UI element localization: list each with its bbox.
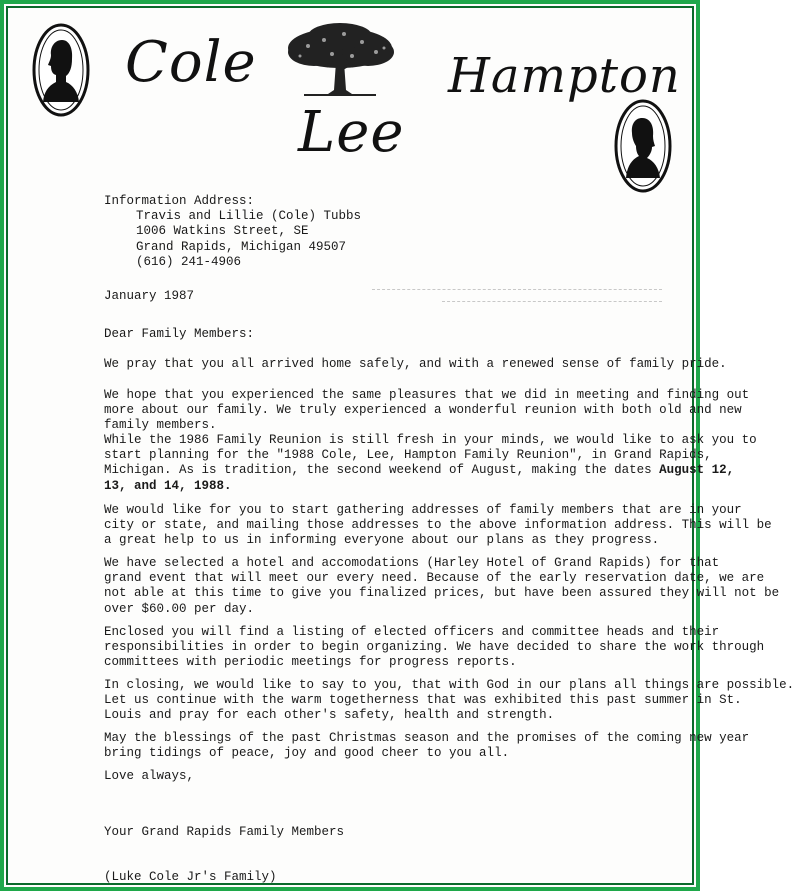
reunion-dates: 13, and 14, 1988. (104, 478, 232, 493)
paragraph-line: more about our family. We truly experienced a wonderful reunion with both old and new (104, 403, 742, 418)
paragraph-line: family members. (104, 418, 217, 433)
paragraph-line: We would like for you to start gathering addresses of family members that are in your (104, 503, 742, 517)
paragraph-line: Enclosed you will find a listing of elected officers and committee heads and their (104, 625, 720, 639)
paragraph-line: city or state, and mailing those addresses to the above information address. This will be (104, 518, 772, 533)
paragraph-1 (104, 357, 727, 372)
name-cole: Cole (125, 30, 257, 95)
closing: Love always, (104, 769, 195, 783)
paragraph-line: May the blessings of the past Christmas season and the promises of the coming new year (104, 731, 750, 745)
reunion-dates: August 12, (659, 463, 735, 478)
paragraph-line: not able at this time to give you finalized prices, but have been assured they will not be (104, 586, 780, 601)
footer-note: (Luke Cole Jr's Family) (104, 870, 277, 884)
paragraph-line: We hope that you experienced the same pleasures that we did in meeting and finding out (104, 388, 750, 402)
scan-artifact-line (442, 301, 662, 302)
paragraph-line: over $60.00 per day. (104, 601, 255, 616)
paragraph-line: We pray that you all arrived home safely, and with a renewed sense of family pride. (104, 357, 727, 371)
tree-icon (284, 18, 396, 98)
paragraph-2 (104, 388, 749, 434)
paragraph-line: Louis and pray for each other's safety, health and strength. (104, 708, 555, 723)
paragraph-line: responsibilities in order to begin organizing. We have decided to share the work through (104, 640, 765, 655)
letter-date: January 1987 (104, 289, 195, 303)
scan-artifact-line (372, 289, 662, 290)
paragraph-line: start planning for the "1988 Cole, Lee, Hampton Family Reunion", in Grand Rapids, (104, 448, 712, 463)
paragraph-text: Michigan. As is tradition, the second weekend of August, making the dates (104, 463, 660, 478)
address-line: (616) 241-4906 (136, 254, 242, 269)
paragraph-line: Let us continue with the warm togetherness that was exhibited this past summer in St. (104, 693, 742, 708)
address-label: Information Address: (104, 194, 255, 208)
paragraph-line: We have selected a hotel and accomodations (Harley Hotel of Grand Rapids) for that (104, 556, 720, 570)
paragraph-3 (104, 433, 757, 494)
address-line: 1006 Watkins Street, SE (136, 224, 309, 239)
silhouette-portrait-icon (614, 98, 672, 194)
paragraph-line: committees with periodic meetings for progress reports. (104, 655, 517, 670)
paragraph-line: In closing, we would like to say to you, that with God in our plans all things are possible. (104, 678, 794, 692)
paragraph-line: bring tidings of peace, joy and good cheer to you all. (104, 746, 510, 761)
name-lee: Lee (298, 100, 405, 165)
salutation: Dear Family Members: (104, 327, 255, 341)
information-address (104, 194, 361, 270)
paragraph-line: While the 1986 Family Reunion is still fresh in your minds, we would like to ask you to (104, 433, 757, 447)
name-hampton: Hampton (448, 48, 681, 104)
paragraph-line: grand event that will meet our every need. Because of the early reservation date, we are (104, 571, 765, 586)
paragraph-8 (104, 731, 749, 761)
paragraph-5 (104, 556, 779, 617)
signature: Your Grand Rapids Family Members (104, 825, 345, 839)
address-line: Grand Rapids, Michigan 49507 (136, 239, 347, 254)
address-line: Travis and Lillie (Cole) Tubbs (136, 209, 362, 224)
paragraph-7 (104, 678, 794, 724)
paragraph-line: a great help to us in informing everyone about our plans as they progress. (104, 533, 660, 548)
paragraph-line (104, 463, 757, 478)
paragraph-6 (104, 625, 764, 671)
paragraph-4 (104, 503, 772, 549)
silhouette-portrait-icon (32, 22, 90, 118)
